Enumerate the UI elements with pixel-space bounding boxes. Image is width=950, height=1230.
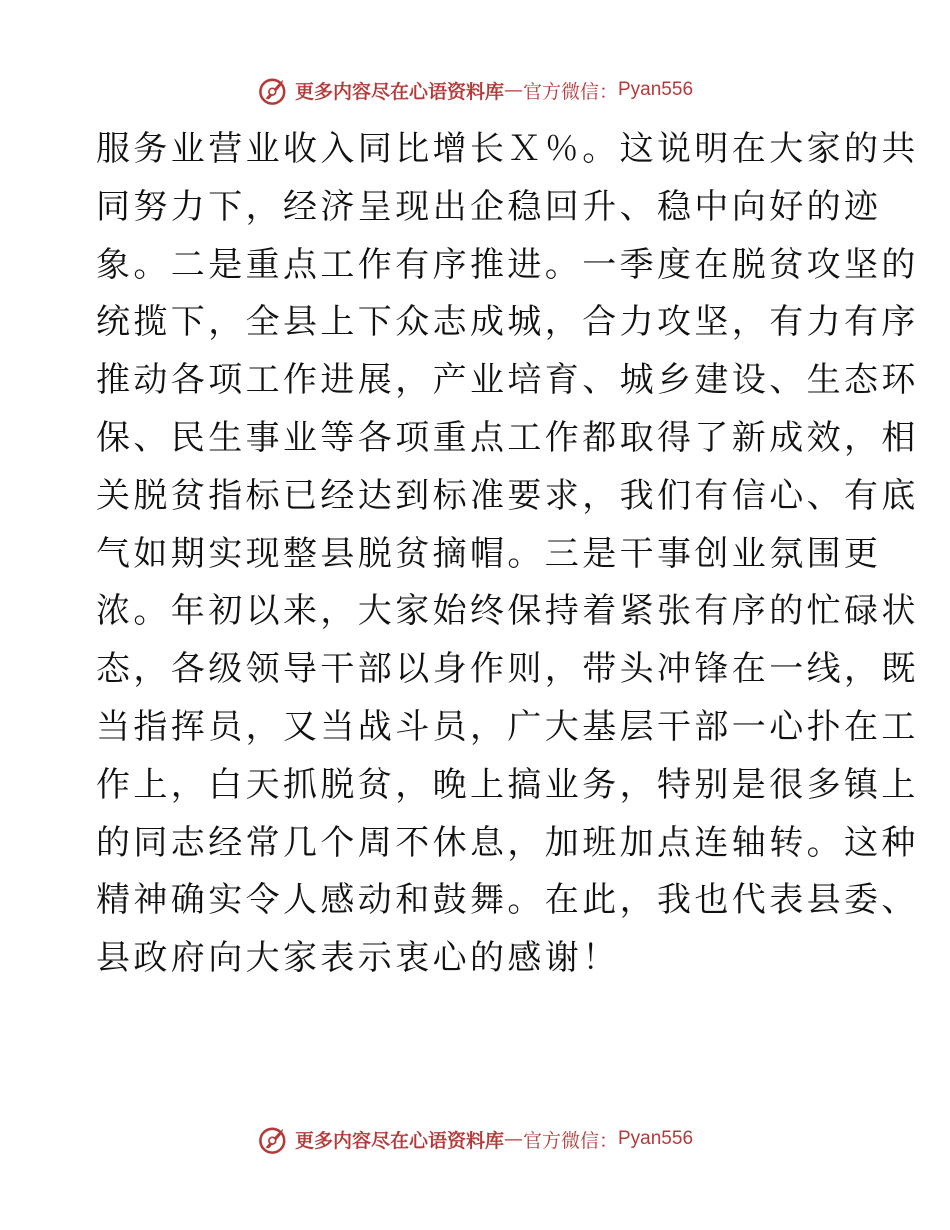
text-line: 浓。年初以来，大家始终保持着紧张有序的忙碌状: [96, 591, 919, 632]
watermark-wechat-id: Pyan556: [618, 79, 694, 100]
text-line: 作上，白天抓脱贫，晚上搞业务，特别是很多镇上: [96, 764, 919, 805]
watermark-site-text: 更多内容尽在心语资料库: [294, 80, 504, 103]
text-line: 统揽下，全县上下众志成城，合力攻坚，有力有序: [96, 302, 919, 343]
text-line: 县政府向大家表示衷心的感谢！: [96, 938, 620, 979]
header-watermark: [0, 72, 950, 108]
watermark-dash: —: [503, 1128, 523, 1150]
watermark-wechat-id: Pyan556: [618, 1128, 694, 1149]
text-line: 气如期实现整县脱贫摘帽。三是干事创业氛围更: [96, 533, 882, 574]
text-line: 精神确实令人感动和鼓舞。在此，我也代表县委、: [96, 880, 919, 921]
text-line: 推动各项工作进展，产业培育、城乡建设、生态环: [96, 360, 919, 401]
watermark-official-label: 官方微信：: [522, 80, 618, 103]
text-line: 服务业营业收入同比增长Ｘ％。这说明在大家的共: [96, 129, 919, 169]
text-line: 态，各级领导干部以身作则，带头冲锋在一线，既: [96, 649, 919, 690]
text-line: 保、民生事业等各项重点工作都取得了新成效，相: [96, 417, 919, 458]
text-line: 关脱贫指标已经达到标准要求，我们有信心、有底: [96, 475, 919, 516]
pen-logo-icon: [257, 1122, 291, 1156]
text-line: 的同志经常几个周不休息，加班加点连轴转。这种: [96, 822, 919, 863]
text-line: 同努力下，经济呈现出企稳回升、稳中向好的迹: [96, 186, 882, 227]
text-line: 象。二是重点工作有序推进。一季度在脱贫攻坚的: [96, 244, 919, 285]
watermark-dash: —: [503, 79, 523, 101]
pen-logo-icon: [257, 73, 291, 107]
text-line: 当指挥员，又当战斗员，广大基层干部一心扑在工: [96, 706, 919, 747]
footer-watermark: [0, 1121, 950, 1157]
watermark-official-label: 官方微信：: [522, 1129, 618, 1152]
watermark-site-text: 更多内容尽在心语资料库: [294, 1129, 504, 1152]
document-body: [96, 121, 919, 988]
